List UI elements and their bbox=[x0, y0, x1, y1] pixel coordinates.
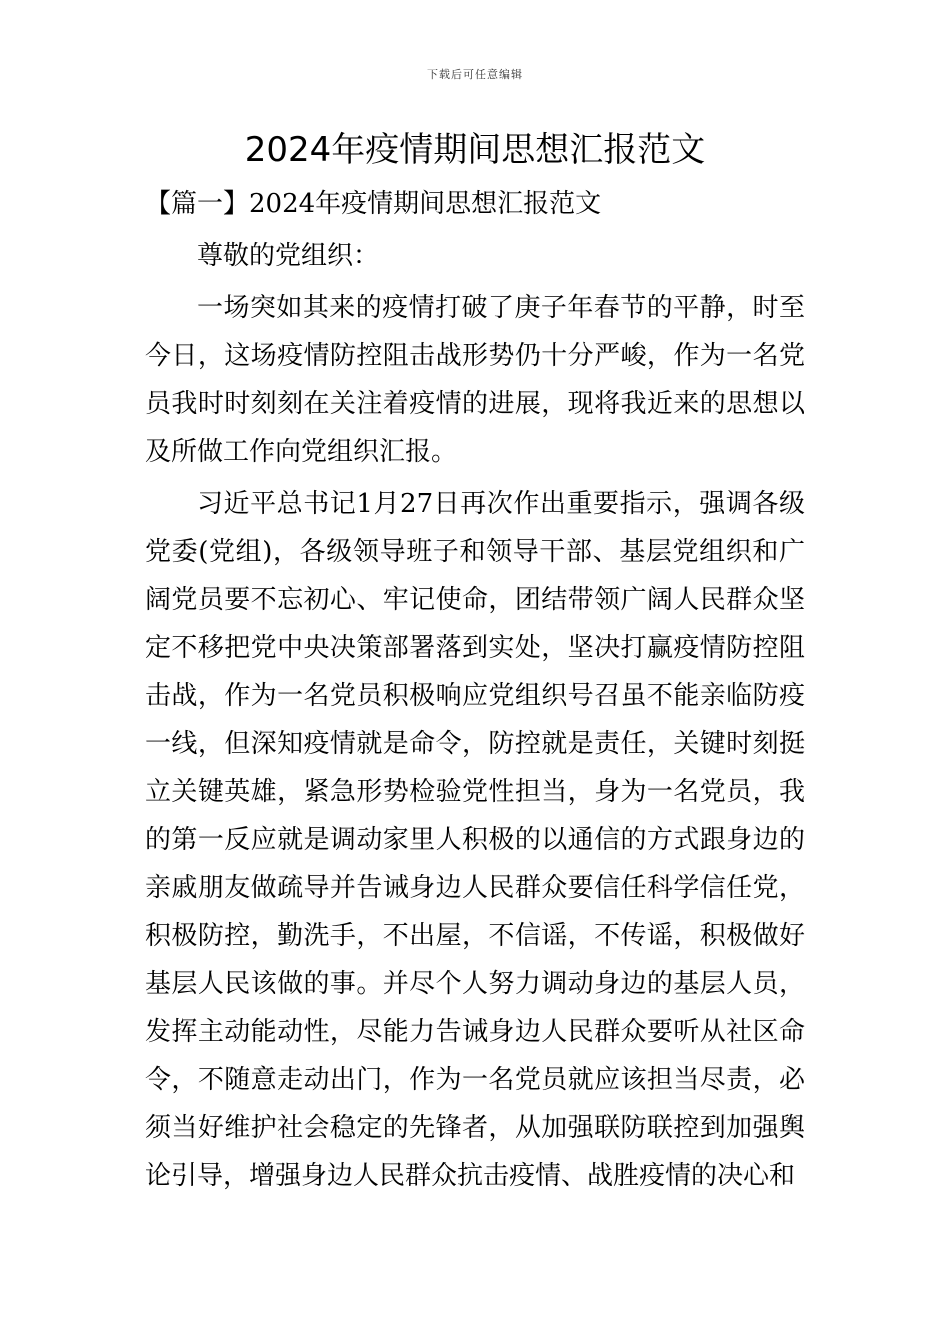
document-body bbox=[145, 180, 805, 1200]
document-title: 2024年疫情期间思想汇报范文 bbox=[244, 130, 706, 170]
greeting-line: 尊敬的党组织： bbox=[197, 241, 380, 271]
paragraph-1: 一场突如其来的疫情打破了庚子年春节的平静，时至今日，这场疫情防控阻击战形势仍十分严峻，作为一名党员我时时刻刻在关注着疫情的进展，现将我近来的思想以及所做工作向党组织汇报。 bbox=[145, 293, 805, 467]
paragraph-2: 习近平总书记1月27日再次作出重要指示，强调各级党委(党组)，各级领导班子和领导干部、基层党组织和广阔党员要不忘初心、牢记使命，团结带领广阔人民群众坚定不移把党中央决策部署落到实处，坚决打赢疫情防控阻击战，作为一名党员积极响应党组织号召虽不能亲临防疫一线，但深知疫情就是命令，防控就是责任，关键时刻挺立关键英雄，紧急形势检验党性担当，身为一名党员，我的第一反应就是调动家里人积极的以通信的方式跟身边的亲戚朋友做疏导并告诫身边人民群众要信任科学信任党，积极防控，勤洗手，不出屋，不信谣，不传谣，积极做好基层人民该做的事。并尽个人努力调动身边的基层人员，发挥主动能动性，尽能力告诫身边人民群众要听从社区命令，不随意走动出门，作为一名党员就应该担当尽责，必须当好维护社会稳定的先锋者，从加强联防联控到加强舆论引导，增强身边人民群众抗击疫情、战胜疫情的决心和 bbox=[145, 489, 805, 1191]
section-heading: 【篇一】2024年疫情期间思想汇报范文 bbox=[145, 189, 602, 219]
header-note: 下载后可任意编辑 bbox=[427, 68, 523, 81]
